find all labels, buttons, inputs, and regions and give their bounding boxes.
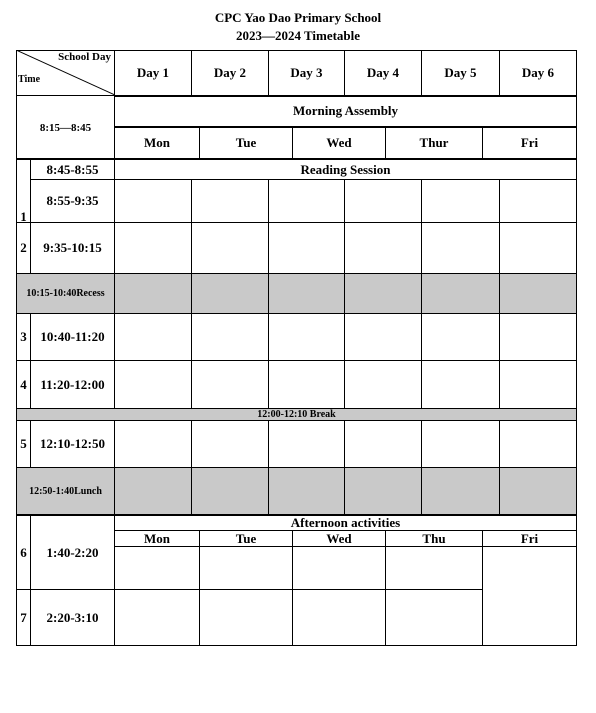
period-1-slot [500, 179, 577, 222]
period-5-slot [269, 420, 345, 467]
period-time: 8:55-9:35 [31, 179, 115, 222]
afternoon-weekday-header: Mon [115, 530, 200, 546]
period-3-slot [422, 313, 500, 360]
afternoon-weekday-header: Wed [293, 530, 386, 546]
assembly-time: 8:15—8:45 [16, 95, 115, 159]
reading-session-label: Reading Session [115, 159, 577, 179]
school-name: CPC Yao Dao Primary School [214, 10, 382, 25]
period-2-slot [115, 222, 192, 273]
lunch-slot [422, 467, 500, 515]
period-1-slot [345, 179, 422, 222]
day-header: Day 6 [500, 50, 577, 95]
recess-time: 10:15-10:40 [26, 288, 77, 299]
period-4-slot [345, 360, 422, 408]
lunch-time: 12:50-1:40 [29, 486, 75, 497]
weekday-header: Fri [483, 126, 577, 159]
period-2-slot [269, 222, 345, 273]
recess-slot [345, 273, 422, 313]
period-number: 7 [16, 589, 31, 646]
period-7-slot [115, 589, 200, 646]
recess-slot [269, 273, 345, 313]
day-header: Day 5 [422, 50, 500, 95]
recess-label: Recess [76, 288, 105, 299]
period-3-slot [500, 313, 577, 360]
period-5-slot [192, 420, 269, 467]
period-3-slot [192, 313, 269, 360]
table-bottom-rule [16, 645, 577, 646]
weekday-header: Tue [200, 126, 293, 159]
recess-slot [115, 273, 192, 313]
period-time: 9:35-10:15 [31, 222, 115, 273]
period-time: 11:20-12:00 [31, 360, 115, 408]
period-2-slot [422, 222, 500, 273]
period-number: 3 [16, 313, 31, 360]
afternoon-weekday-header: Tue [200, 530, 293, 546]
period-time: 12:10-12:50 [31, 420, 115, 467]
break-bar: 12:00-12:10 Break [16, 408, 577, 420]
recess-cell [16, 273, 115, 313]
period-7-slot [293, 589, 386, 646]
period-time: 10:40-11:20 [31, 313, 115, 360]
timetable-title: 2023—2024 Timetable [235, 28, 361, 43]
lunch-slot [115, 467, 192, 515]
lunch-slot [192, 467, 269, 515]
period-7-slot [200, 589, 293, 646]
assembly-top-rule [115, 95, 577, 97]
period-time: 2:20-3:10 [31, 589, 115, 646]
period-number: 5 [16, 420, 31, 467]
period-4-slot [269, 360, 345, 408]
weekday-header: Thur [386, 126, 483, 159]
period-1-slot [422, 179, 500, 222]
morning-assembly-label: Morning Assembly [115, 95, 577, 126]
period-6-slot [115, 546, 200, 589]
period-6-slot [200, 546, 293, 589]
period-number: 6 [16, 515, 31, 589]
day-header: Day 1 [115, 50, 192, 95]
lunch-slot [269, 467, 345, 515]
period-time: 1:40-2:20 [31, 515, 115, 589]
corner-time-label: Time [18, 74, 41, 85]
period-2-slot [500, 222, 577, 273]
lunch-slot [500, 467, 577, 515]
period-7-slot [386, 589, 483, 646]
period-3-slot [115, 313, 192, 360]
period-number: 4 [16, 360, 31, 408]
period-2-slot [192, 222, 269, 273]
period-5-slot [115, 420, 192, 467]
afternoon-activities-label: Afternoon activities [115, 515, 577, 530]
friday-afternoon-slot [483, 546, 577, 646]
lunch-label: Lunch [74, 486, 102, 497]
period-6-slot [386, 546, 483, 589]
day-header: Day 2 [192, 50, 269, 95]
period-4-slot [192, 360, 269, 408]
day-header: Day 3 [269, 50, 345, 95]
period-3-slot [269, 313, 345, 360]
weekday-header: Mon [115, 126, 200, 159]
period-4-slot [500, 360, 577, 408]
header-corner [16, 50, 115, 95]
period-4-slot [422, 360, 500, 408]
period-6-slot [293, 546, 386, 589]
period-1-slot [269, 179, 345, 222]
period-number: 2 [16, 222, 31, 273]
period-5-slot [422, 420, 500, 467]
assembly-mid-rule [115, 126, 577, 128]
period-1-slot [115, 179, 192, 222]
recess-slot [192, 273, 269, 313]
recess-slot [422, 273, 500, 313]
period-3-slot [345, 313, 422, 360]
day-header: Day 4 [345, 50, 422, 95]
corner-school-day-label: School Day [58, 51, 111, 63]
afternoon-weekday-header: Fri [483, 530, 577, 546]
lunch-slot [345, 467, 422, 515]
period-5-slot [500, 420, 577, 467]
period-4-slot [115, 360, 192, 408]
lunch-cell [16, 467, 115, 515]
period-2-slot [345, 222, 422, 273]
period-number: 1 [16, 159, 31, 273]
afternoon-weekday-header: Thu [386, 530, 483, 546]
weekday-header: Wed [293, 126, 386, 159]
reading-time: 8:45-8:55 [31, 159, 115, 179]
recess-slot [500, 273, 577, 313]
period-5-slot [345, 420, 422, 467]
period-1-slot [192, 179, 269, 222]
